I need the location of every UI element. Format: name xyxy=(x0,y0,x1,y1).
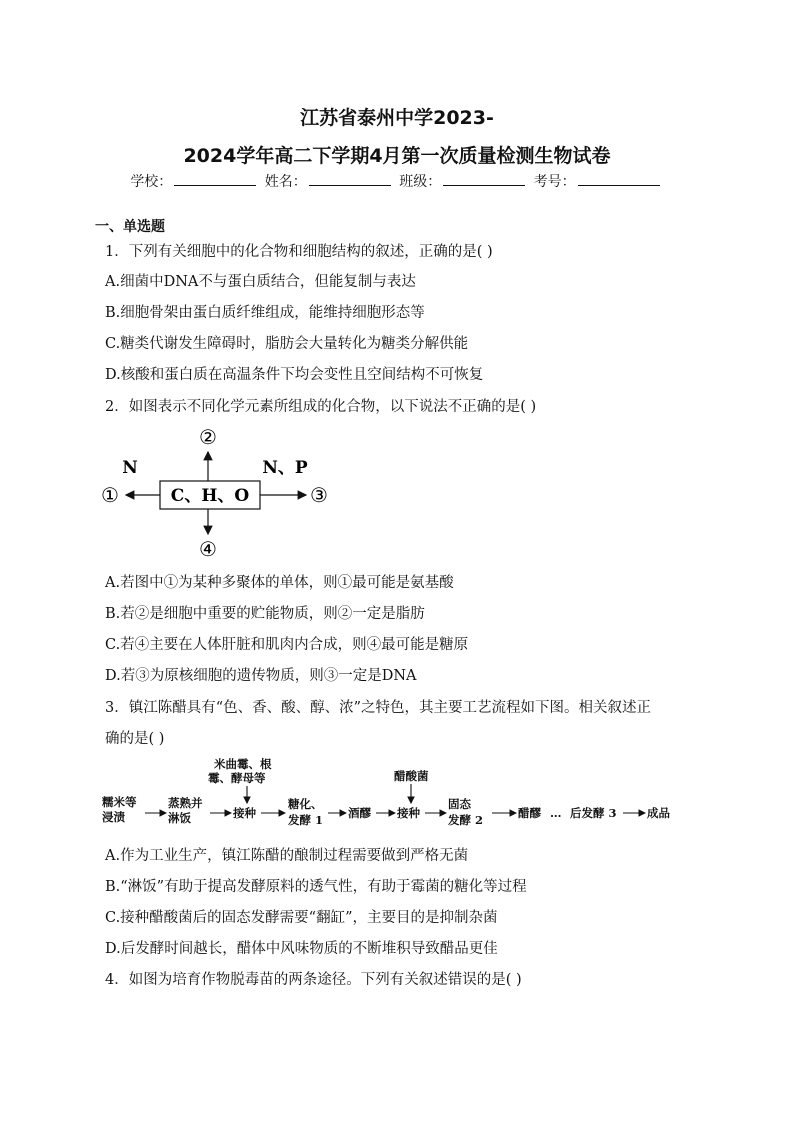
exam-number-blank[interactable] xyxy=(578,173,660,186)
question-2-option-c: C.若④主要在人体肝脏和肌肉内合成，则④最可能是糖原 xyxy=(105,637,469,653)
element-compound-diagram xyxy=(90,420,350,565)
step-saccharify-2: 发酵 1 xyxy=(288,813,324,827)
exam-title-line2: 2024学年高二下学期4月第一次质量检测生物试卷 xyxy=(183,145,611,167)
question-2-option-a: A.若图中①为某种多聚体的单体，则①最可能是氨基酸 xyxy=(105,575,454,591)
exam-number-label: 考号： xyxy=(533,174,576,190)
question-3-option-d: D.后发酵时间越长，醋体中风味物质的不断堆积导致醋品更佳 xyxy=(105,941,498,957)
question-3-option-c: C.接种醋酸菌后的固态发酵需要“翻缸”，主要目的是抑制杂菌 xyxy=(105,910,498,926)
school-blank[interactable] xyxy=(174,173,256,186)
question-2-stem: 2．如图表示不同化学元素所组成的化合物，以下说法不正确的是( ) xyxy=(105,399,537,415)
student-info-row xyxy=(0,171,794,191)
name-label: 姓名： xyxy=(264,174,307,190)
question-1-option-d: D.核酸和蛋白质在高温条件下均会变性且空间结构不可恢复 xyxy=(105,367,484,383)
question-1-option-b: B.细胞骨架由蛋白质纤维组成，能维持细胞形态等 xyxy=(105,305,425,321)
step-steam-2: 淋饭 xyxy=(168,811,191,825)
step-vinegar-mash: 醋醪 xyxy=(518,806,541,820)
question-1-option-c: C.糖类代谢发生障碍时，脂肪会大量转化为糖类分解供能 xyxy=(105,336,469,352)
node-4: ④ xyxy=(199,537,217,561)
node-2: ② xyxy=(199,425,217,449)
question-4-stem: 4．如图为培育作物脱毒苗的两条途径。下列有关叙述错误的是( ) xyxy=(105,972,522,988)
question-1-stem: 1．下列有关细胞中的化合物和细胞结构的叙述，正确的是( ) xyxy=(105,244,493,260)
label-np: N、P xyxy=(262,458,308,478)
name-blank[interactable] xyxy=(309,173,391,186)
input-acetobacter: 醋酸菌 xyxy=(394,769,429,783)
question-3-option-b: B.“淋饭”有助于提高发酵原料的透气性，有助于霉菌的糖化等过程 xyxy=(105,879,527,895)
input-fungi-line1: 米曲霉、根 xyxy=(214,757,272,771)
step-inoculate-2: 接种 xyxy=(397,806,420,820)
vinegar-process-diagram xyxy=(100,754,700,834)
step-inoculate-1: 接种 xyxy=(233,806,256,820)
question-1-option-a: A.细菌中DNA不与蛋白质结合，但能复制与表达 xyxy=(105,274,416,290)
step-post-ferment: 后发酵 3 xyxy=(570,806,617,820)
step-steam-1: 蒸熟并 xyxy=(168,796,203,810)
class-label: 班级： xyxy=(399,174,442,190)
step-solid-ferment-1: 固态 xyxy=(448,797,471,811)
step-saccharify-1: 糖化、 xyxy=(288,797,323,811)
node-1: ① xyxy=(101,483,119,507)
class-blank[interactable] xyxy=(443,173,525,186)
step-ellipsis: … xyxy=(550,806,562,820)
step-wine-mash: 酒醪 xyxy=(348,806,371,820)
exam-title-line1: 江苏省泰州中学2023- xyxy=(300,107,494,129)
center-elements: C、H、O xyxy=(170,486,250,506)
step-rice-soak-1: 糯米等 xyxy=(102,795,137,809)
node-3: ③ xyxy=(310,483,328,507)
school-label: 学校： xyxy=(130,174,173,190)
step-rice-soak-2: 浸渍 xyxy=(102,810,125,824)
question-2-option-b: B.若②是细胞中重要的贮能物质，则②一定是脂肪 xyxy=(105,606,425,622)
section-heading: 一、单选题 xyxy=(95,219,165,235)
step-solid-ferment-2: 发酵 2 xyxy=(448,813,484,827)
question-3-option-a: A.作为工业生产，镇江陈醋的酿制过程需要做到严格无菌 xyxy=(105,848,469,864)
input-fungi-line2: 霉、酵母等 xyxy=(208,771,266,785)
label-n: N xyxy=(122,458,138,478)
question-2-option-d: D.若③为原核细胞的遗传物质，则③一定是DNA xyxy=(105,668,417,684)
question-3-stem-line2: 确的是( ) xyxy=(105,731,165,747)
step-product: 成品 xyxy=(647,806,670,820)
question-3-stem-line1: 3．镇江陈醋具有“色、香、酸、醇、浓”之特色，其主要工艺流程如下图。相关叙述正 xyxy=(105,700,652,716)
